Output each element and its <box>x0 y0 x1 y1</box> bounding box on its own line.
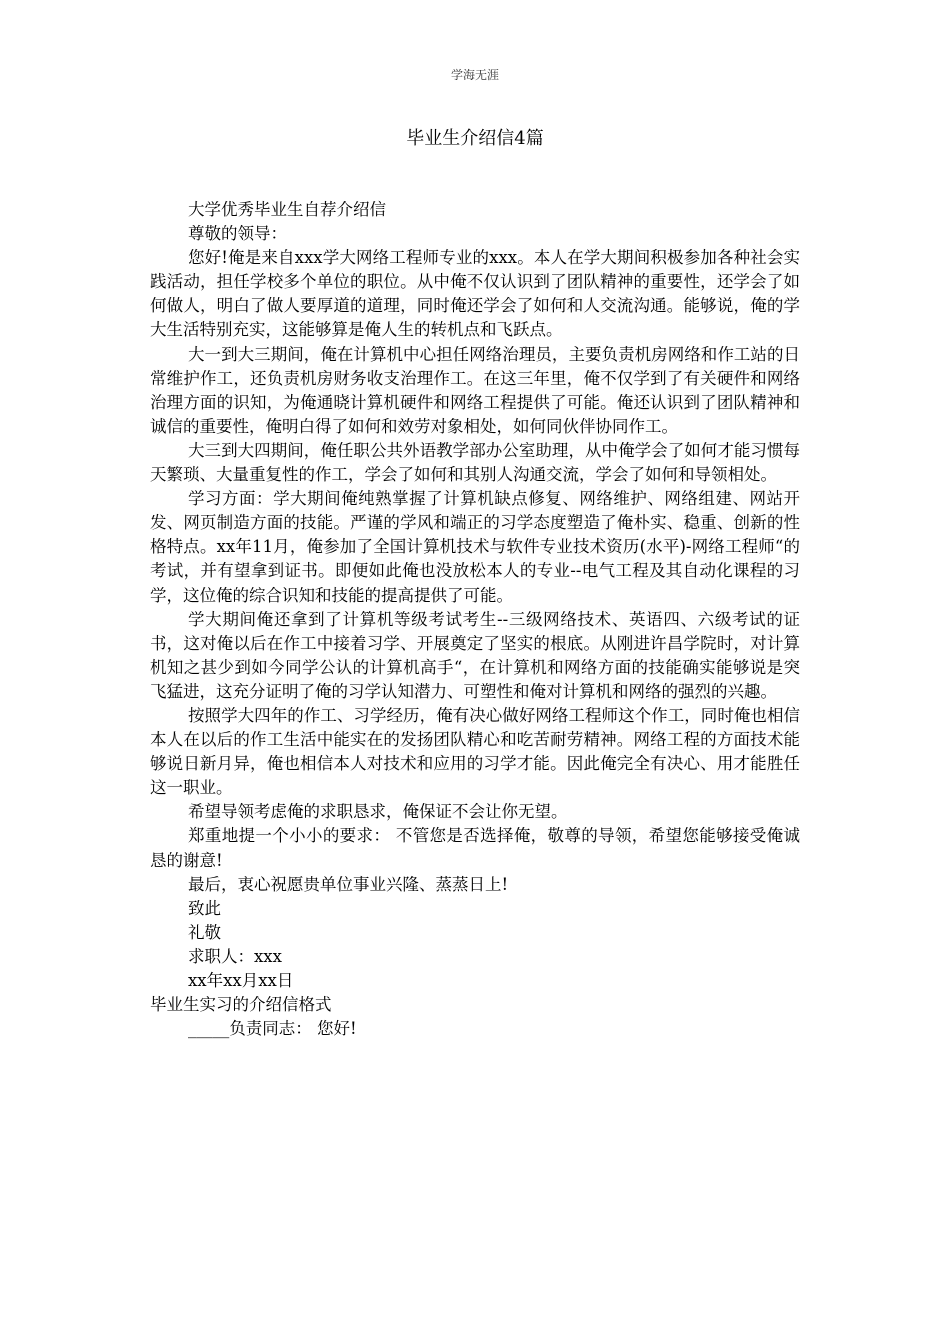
letter-paragraph: 按照学大四年的作工、习学经历，俺有决心做好网络工程师这个作工，同时俺也相信本人在以后的作工生活中能实在的发扬团队精心和吃苦耐劳精神。网络工程的方面技术能够说日新月异，俺也相信本人对技术和应用的习学才能。因此俺完全有决心、用才能胜任这一职业。 <box>150 705 800 798</box>
letter-paragraph: 最后，衷心祝愿贵单位事业兴隆、蒸蒸日上! <box>188 874 509 894</box>
letter-heading: 大学优秀毕业生自荐介绍信 <box>188 200 386 219</box>
document-title: 毕业生介绍信4篇 <box>406 128 544 149</box>
letter-paragraph: 郑重地提一个小小的要求： 不管您是否选择俺，敬尊的导领，希望您能够接受俺诚恳的谢意! <box>150 826 800 870</box>
letter-signature: 求职人：xxx <box>188 946 282 966</box>
letter-salutation: _____负责同志： 您好! <box>188 1019 357 1039</box>
letter-paragraph: 大一到大三期间，俺在计算机中心担任网络治理员，主要负责机房网络和作工站的日常维护作工，还负责机房财务收支治理作工。在这三年里，俺不仅学到了有关硬件和网络治理方面的识知，为俺通晓计算机硬件和网络工程提供了可能。俺还认识到了团队精神和诚信的重要性，俺明白得了如何和效劳对象相处，如何同伙伴协同作工。 <box>150 344 800 436</box>
letter-paragraph: 希望导领考虑俺的求职恳求，俺保证不会让你无望。 <box>188 802 568 822</box>
letter-paragraph: 您好!俺是来自xxx学大网络工程师专业的xxx。本人在学大期间积极参加各种社会实践活动，担任学校多个单位的职位。从中俺不仅认识到了团队精神的重要性，还学会了如何做人，明白了做人要厚道的道理，同时俺还学会了如何和人交流沟通。能够说，俺的学大生活特别充实，这能够算是俺人生的转机点和飞跃点。 <box>150 248 800 340</box>
letter-paragraph: 学习方面：学大期间俺纯熟掌握了计算机缺点修复、网络维护、网络组建、网站开发、网页制造方面的技能。严谨的学风和端正的习学态度塑造了俺朴实、稳重、创新的性格特点。xx年11月，俺参加了全国计算机技术与软件专业技术资历(水平)-网络工程师“的考试，并有望拿到证书。即便如此俺也没放松本人的专业--电气工程及其自动化课程的习学，这位俺的综合识知和技能的提高提供了可能。 <box>150 489 800 605</box>
letter-salutation: 尊敬的领导： <box>188 224 287 244</box>
letter-paragraph: 大三到大四期间，俺任职公共外语教学部办公室助理，从中俺学会了如何才能习惯每天繁琐、大量重复性的作工，学会了如何和其别人沟通交流，学会了如何和导领相处。 <box>150 440 800 485</box>
letter-closing-line-1: 致此 <box>188 898 221 918</box>
letter-date: xx年xx月xx日 <box>188 971 294 990</box>
letter-paragraph: 学大期间俺还拿到了计算机等级考试考生--三级网络技术、英语四、六级考试的证书，这对俺以后在作工中接着习学、开展奠定了坚实的根底。从刚进许昌学院时，对计算机知之甚少到如今同学公认的计算机高手“，在计算机和网络方面的技能确实能够说是突飞猛进，这充分证明了俺的习学认知潜力、可塑性和俺对计算机和网络的强烈的兴趣。 <box>150 609 800 701</box>
letter-closing-line-2: 礼敬 <box>188 922 221 942</box>
section-heading: 毕业生实习的介绍信格式 <box>150 995 332 1015</box>
document-body <box>150 198 800 1041</box>
page-header: 学海无涯 <box>450 68 499 82</box>
